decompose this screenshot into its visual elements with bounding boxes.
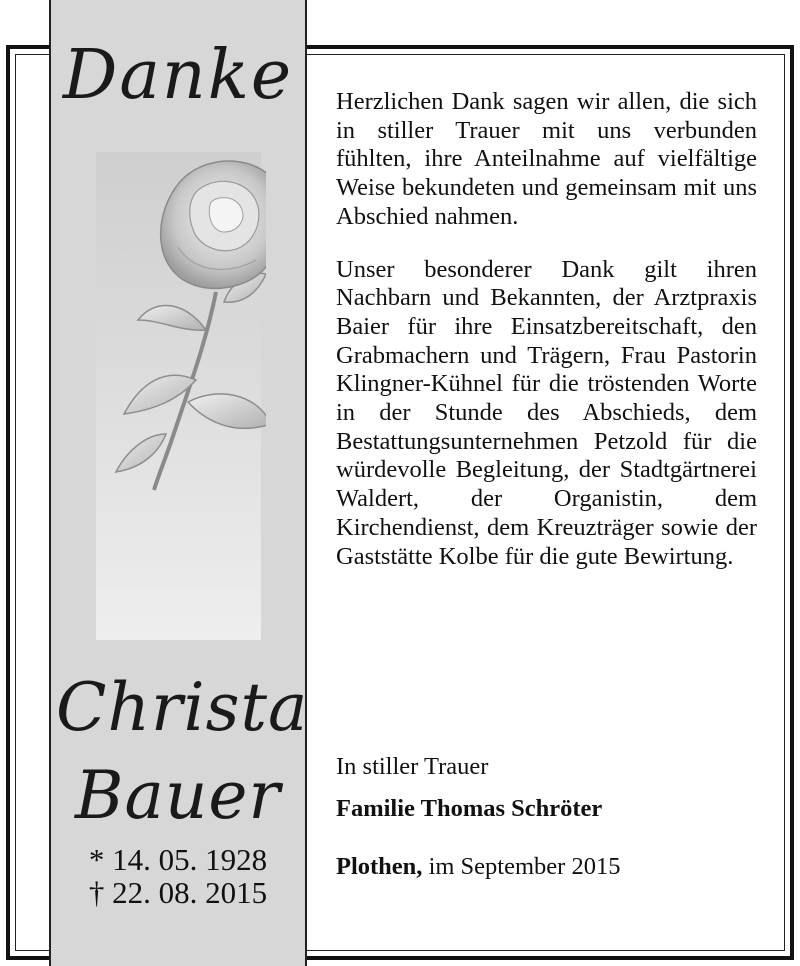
place-name: Plothen, bbox=[336, 853, 423, 880]
deceased-last-name: Bauer bbox=[75, 757, 281, 834]
rose-image-panel bbox=[96, 152, 261, 640]
thanks-paragraph: Herzlichen Dank sagen wir allen, die sich in stiller Trauer mit uns verbunden fühlten, ihre Anteilnahme auf vielfältige Weise bekundeten und gemeinsam mit uns Abschied nahmen. bbox=[336, 88, 757, 230]
closing-date: im September 2015 bbox=[428, 853, 621, 880]
special-thanks-paragraph: Unser besonderer Dank gilt ihren Nachbarn und Bekannten, der Arztpraxis Baier für ihre Einsatzbereitschaft, den Grabmachern und Trägern, Frau Pastorin Klingner-Kühnel für die tröstenden Worte in der Stunde des Abschieds, dem Bestattungsunternehmen Petzold für die würdevolle Begleitung, der Stadtgärtnerei Waldert, der Organistin, dem Kirchendienst, dem Kreuzträger sowie der Gaststätte Kolbe für die gute Bewirtung. bbox=[336, 255, 757, 570]
birth-date: * 14. 05. 1928 bbox=[88, 842, 268, 877]
danke-heading: Danke bbox=[62, 36, 294, 115]
rose-illustration bbox=[66, 152, 266, 492]
place-date-line bbox=[336, 855, 620, 880]
deceased-first-name: Christa bbox=[56, 669, 309, 746]
death-date: † 22. 08. 2015 bbox=[88, 875, 268, 910]
message-body bbox=[336, 88, 757, 571]
closing-phrase: In stiller Trauer bbox=[336, 753, 489, 780]
family-signature: Familie Thomas Schröter bbox=[336, 795, 603, 822]
